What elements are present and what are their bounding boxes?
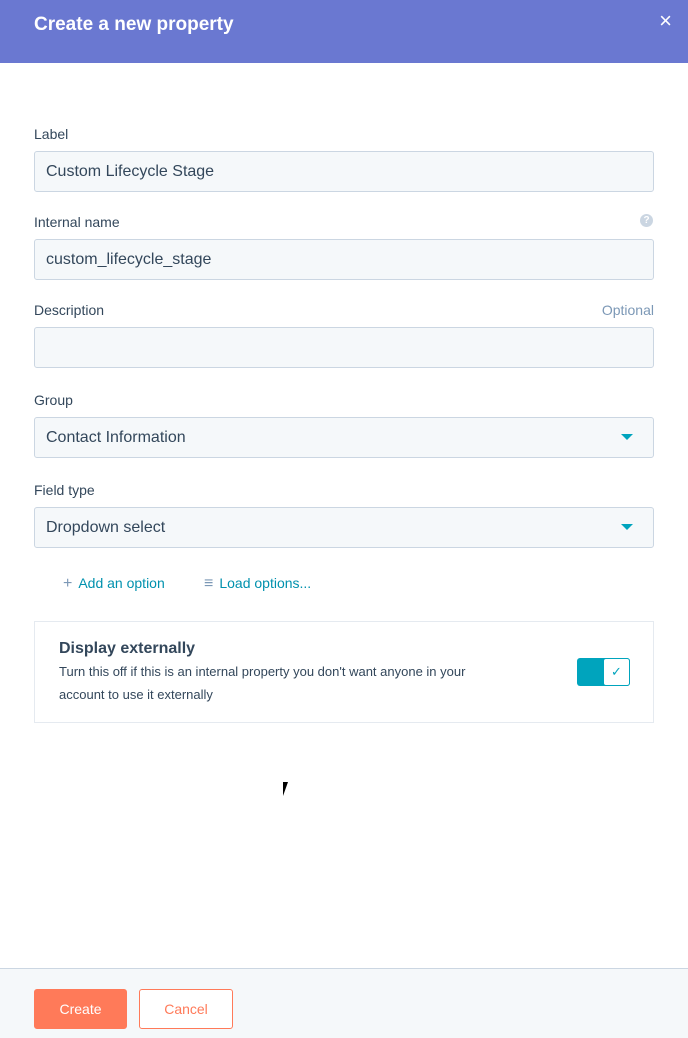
dialog-header [0,0,688,63]
chevron-down-icon [621,434,633,440]
group-label: Group [34,392,73,408]
mouse-cursor-icon [283,782,288,796]
description-label: Description [34,302,105,318]
display-externally-title: Display externally [59,640,196,657]
display-externally-description: Turn this off if this is an internal property you don't want anyone in your account to use it externally [59,664,466,702]
create-button[interactable]: Create [34,989,127,1029]
help-icon[interactable]: ? [640,214,653,227]
group-select[interactable] [34,417,654,458]
display-externally-toggle[interactable] [577,658,630,686]
chevron-down-icon [621,524,633,530]
label-input[interactable]: Custom Lifecycle Stage [34,151,654,192]
field-type-select[interactable] [34,507,654,548]
group-value: Contact Information [46,429,186,446]
close-icon[interactable]: × [659,8,672,33]
internal-name-input[interactable]: custom_lifecycle_stage [34,239,654,280]
display-externally-card [34,621,654,723]
cancel-button[interactable]: Cancel [139,989,233,1029]
dialog-footer [0,968,688,1038]
add-option-label: Add an option [78,575,165,591]
load-options-label: Load options... [219,575,312,591]
field-type-value: Dropdown select [46,519,166,536]
plus-icon: + [63,575,73,592]
description-input[interactable] [34,327,654,368]
label-field-label: Label [34,126,69,142]
dialog-title: Create a new property [34,14,234,35]
add-option-button[interactable] [63,575,165,593]
load-options-button[interactable] [204,575,311,593]
internal-name-label: Internal name [34,214,120,230]
optional-hint: Optional [601,302,654,318]
field-type-label: Field type [34,482,95,498]
check-icon: ✓ [603,658,630,686]
list-icon: ≡ [204,575,214,592]
